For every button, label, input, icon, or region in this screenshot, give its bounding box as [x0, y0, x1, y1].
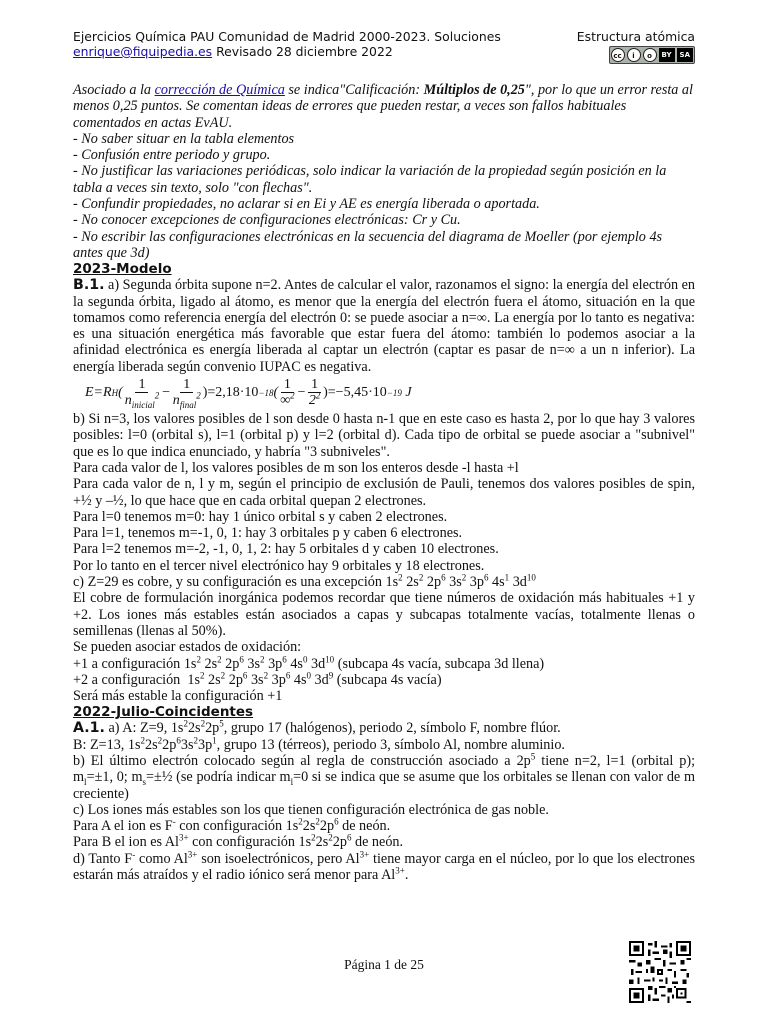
b1-part-b: b) Si n=3, los valores posibles de l son desde 0 hasta n-1 que en este caso es hasta 2, por lo que hay 3 valores posibles: l=0 (orbital s), l=1 (orbital p) y l=2 (orbital d). Cada tipo de orbital se puede asociar a "subnivel" que es lo que indica enunciado, y habría "3 subniveles". — [73, 411, 695, 460]
sa-label: SA — [677, 48, 693, 62]
a1-element-b: B: Z=13, $1s^22s^22p^63s^23p^1$, grupo 13 (térreos), periodo 3, símbolo Al, nombre aluminio. — [73, 734, 565, 753]
error-item: - No conocer excepciones de configuraciones electrónicas: Cr y Cu. — [73, 212, 461, 229]
document-title: Ejercicios Química PAU Comunidad de Madrid 2000-2023. Soluciones — [73, 29, 501, 44]
b1-l0: Para l=0 tenemos m=0: hay 1 único orbital s y caben 2 electrones. — [73, 508, 448, 525]
b1-plus2: +2 a configuración $1s^2$ $2s^2$ $2p^6$ $3s^2$ $3p^6$ $4s^0$ $3d^9$ (subcapa 4s vacía) — [73, 670, 442, 688]
energy-formula: E=R H ( $\frac{1}{n_{inicial}^2}$ − $\frac{1}{n_{final}^2}$ )=2,18·10 −18 ( $\frac{1}{\infty^2}$ − $\frac{1}{2^2}$ )=−5,45·10 −19 J — [85, 377, 412, 410]
b1-copper-note: El cobre de formulación inorgánica podemos recordar que tiene números de oxidación más habituales +1 y +2. Los iones más estables están asociados a capas y subcapas totalmente vacías, totalmente llenas o semillenas (llenas al 50%). — [73, 590, 695, 639]
error-item: - No saber situar en la tabla elementos — [73, 130, 295, 147]
question-label: A.1. — [73, 720, 105, 737]
b1-pauli: Para cada valor de n, l y m, según el principio de exclusión de Pauli, tenemos dos valores posibles de spin, +½ y –½, lo que hace que en cada orbital quepan 2 electrones. — [73, 476, 695, 509]
revision-date: Revisado 28 diciembre 2022 — [216, 44, 393, 59]
a1-part-c: c) Los iones más estables son los que tienen configuración electrónica de gas noble. — [73, 801, 549, 818]
b1-l2: Para l=2 tenemos m=-2, -1, 0, 1, 2: hay 5 orbitales d y caben 10 electrones. — [73, 541, 499, 558]
multiples-note: Múltiplos de 0,25 — [423, 82, 525, 98]
a1-part-b: b) El último electrón colocado según al regla de construcción asociado a $2p^5$ tiene n=2, l=1 (orbital p); $m_l=\pm 1$, 0; $m_s=\pm\frac{1}{2}$ (se podría indicar $m_l=0$ si se indica que se asume que los orbitales se llenan con valor de m creciente) — [73, 751, 696, 802]
topic-label: Estructura atómica — [576, 29, 695, 44]
intro-paragraph: Asociado a la corrección de Química se indica"Calificación: Múltiplos de 0,25", por lo que un error resta al menos 0,25 puntos. Se comentan ideas de errores que pueden restar, a veces son fallos habituales comentados en actas EvAU. — [73, 82, 693, 131]
b1-part-c: c) Z=29 es cobre, y su configuración es una excepción $1s^2$ $2s^2$ $2p^6$ $3s^2$ $3p^6$ $4s^1$ $3d^{10}$ — [73, 572, 536, 591]
document-body — [73, 82, 695, 883]
page-header — [73, 29, 695, 64]
sa-icon: o — [643, 48, 657, 62]
qr-code-icon[interactable] — [626, 941, 694, 1003]
section-heading-2022: 2022-Julio-Coincidentes — [73, 704, 254, 721]
cc-icon: cc — [611, 48, 625, 62]
a1-ion-a: Para A el ion es F- con configuración $1s^22s^22p^6$ de neón. — [73, 816, 391, 835]
intro-block — [73, 82, 695, 261]
b1-l1: Para l=1, tenemos m=-1, 0, 1: hay 3 orbitales p y caben 6 electrones. — [73, 525, 463, 542]
error-item: - No justificar las variaciones periódicas, solo indicar la variación de la propiedad según posición en la tabla a veces sin texto, solo "con flechas". — [73, 163, 667, 196]
b1-total: Por lo tanto en el tercer nivel electrónico hay 9 orbitales y 18 electrones. — [73, 557, 485, 574]
error-item: - Confundir propiedades, no aclarar si en Ei y AE es energía liberada o aportada. — [73, 196, 540, 213]
b1-m-values: Para cada valor de l, los valores posibles de m son los enteros desde -l hasta +l — [73, 459, 519, 476]
a1-ion-b: Para B el ion es $Al^{3+}$ con configuración $1s^22s^22p^6$ de neón. — [73, 832, 404, 851]
b1-oxidation: Se pueden asociar estados de oxidación: — [73, 639, 302, 656]
by-label: BY — [659, 48, 675, 62]
email-link[interactable]: enrique@fiquipedia.es — [73, 44, 213, 59]
error-item: - Confusión entre periodo y grupo. — [73, 147, 271, 164]
error-item: - No escribir las configuraciones electrónicas en la secuencia del diagrama de Moeller (por ejemplo 4s antes que 3d) — [73, 228, 663, 261]
page-footer: Página 1 de 25 — [344, 957, 424, 972]
a1-part-a: A.1. a) A: Z=9, $1s^22s^22p^5$, grupo 17 (halógenos), periodo 2, símbolo F, nombre flúor. — [73, 718, 561, 737]
correction-link[interactable]: corrección de Química — [154, 82, 285, 98]
section-heading-2023: 2023-Modelo — [73, 261, 172, 278]
b1-conclusion: Será más estable la configuración +1 — [73, 688, 283, 705]
question-label: B.1. — [73, 277, 105, 294]
b1-part-a: B.1. a) Segunda órbita supone n=2. Antes de calcular el valor, razonamos el signo: la energía del electrón en la segunda órbita, ligado al átomo, es menor que la energía del electrón fuera el átomo, situación en la que tomamos como referencia energía del electrón 0: se puede asociar a n=∞. La energía por lo tanto es negativa: es una situación energética más favorable que estar fuera del átomo: también lo podemos asociar a la afinidad electrónica es energía liberada al captar un electrón (captar es pasar de n=∞ a un n inferior). La energía liberada según convenio IUPAC es negativa. — [73, 277, 696, 375]
cc-license-icon[interactable] — [609, 46, 696, 64]
by-icon: i — [627, 48, 641, 62]
a1-part-d: d) Tanto F- como $Al^{3+}$ son isoelectrónicos, pero $Al^{3+}$ tiene mayor carga en el núcleo, por lo que los electrones estarán más atraídos y el radio iónico será menor para $Al^{3+}$. — [73, 849, 696, 884]
b1-plus1: +1 a configuración $1s^2$ $2s^2$ $2p^6$ $3s^2$ $3p^6$ $4s^0$ $3d^{10}$ (subcapa 4s vacía, subcapa 3d llena) — [73, 653, 545, 672]
revision-line — [73, 44, 393, 59]
